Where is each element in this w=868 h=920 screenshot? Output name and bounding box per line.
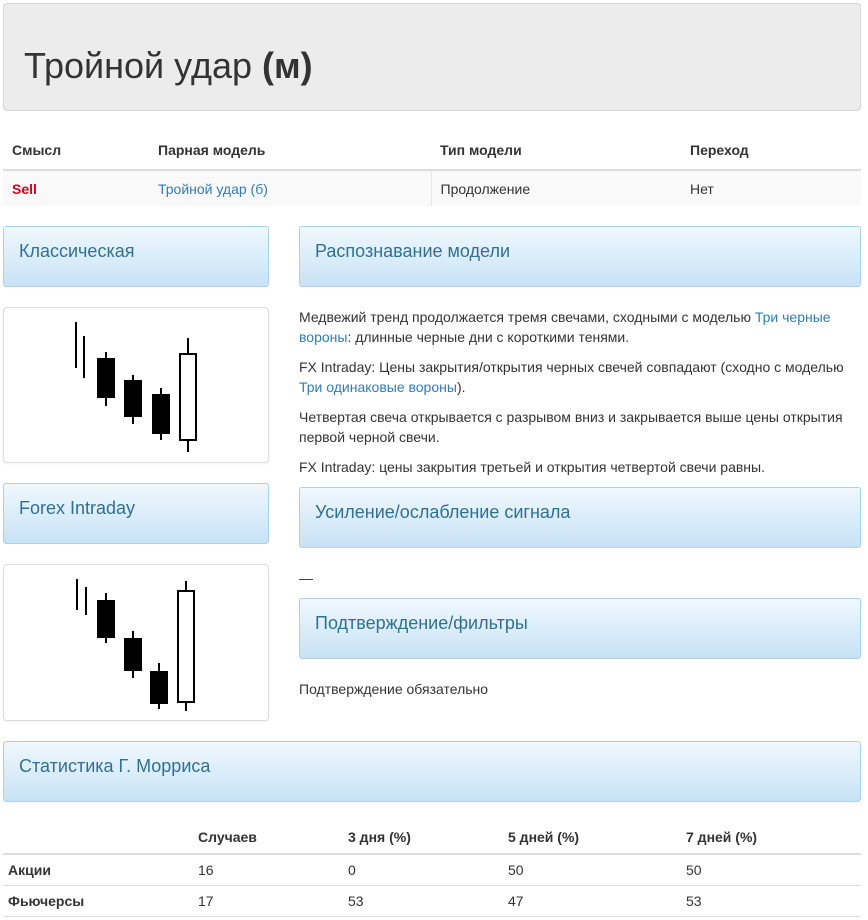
three-black-crows-link[interactable]: Три черные вороны [299,309,831,345]
confirmation-text: Подтверждение обязательно [299,681,489,697]
stats-header-3days: 3 дня (%) [343,820,503,854]
forex-panel-title: Forex Intraday [19,498,136,518]
stats-cases: 16 [193,854,343,885]
candle-3-black [150,671,168,704]
candle-2-black [124,638,142,671]
page-title-suffix: (м) [262,45,313,86]
stats-header-cases: Случаев [193,820,343,854]
forex-candlestick-chart [3,564,269,721]
meaning-value [3,170,149,206]
stats-header-7days: 7 дней (%) [681,820,861,854]
classic-panel-heading [3,226,269,287]
stats-5days: 47 [503,885,681,916]
candle-4-white [178,591,194,702]
stats-7days: 53 [681,885,861,916]
stats-table [3,820,861,917]
stats-cases: 17 [193,885,343,916]
stats-header-5days: 5 дней (%) [503,820,681,854]
confirmation-panel-heading [299,598,861,659]
classic-candlestick-chart [3,307,269,463]
recognition-paragraph-4: FX Intraday: цены закрытия третьей и открытия четвертой свечи равны. [299,459,765,475]
recognition-text-1b: : длинные черные дни с короткими тенями. [347,329,630,345]
signal-panel-heading [299,487,861,548]
recognition-text-1a: Медвежий тренд продолжается тремя свечами, сходными с моделью [299,309,755,325]
header-pair-model: Парная модель [149,130,431,170]
transition-value: Нет [681,170,861,206]
stats-row-label: Фьючерсы [3,885,193,916]
confirmation-panel-title: Подтверждение/фильтры [315,613,528,633]
classic-panel-title: Классическая [19,241,135,261]
classic-candles-svg [4,308,270,464]
sell-label: Sell [12,180,37,197]
stats-3days: 53 [343,885,503,916]
candle-4-white [180,354,196,440]
page-title-text: Тройной удар [24,45,252,86]
pair-model-cell [149,170,431,206]
type-value: Продолжение [431,170,681,206]
signal-text: — [299,570,313,586]
recognition-text-2a: FX Intraday: Цены закрытия/открытия черных свечей совпадают (сходно с моделью [299,359,844,375]
table-row [3,170,861,206]
three-identical-crows-link[interactable]: Три одинаковые вороны [299,379,457,395]
recognition-panel-heading [299,226,861,287]
table-row [3,854,861,885]
table-row [3,885,861,916]
header-type: Тип модели [431,130,681,170]
candle-1-black [97,600,115,638]
stats-5days: 50 [503,854,681,885]
stats-row-label: Акции [3,854,193,885]
candle-3-black [152,394,170,434]
recognition-paragraph-2 [299,357,859,397]
header-meaning: Смысл [3,130,149,170]
candle-2-black [124,380,142,417]
recognition-paragraph-1 [299,307,859,347]
candle-1-black [97,358,115,398]
forex-panel-heading [3,483,269,544]
info-table [3,130,861,206]
signal-panel-title: Усиление/ослабление сигнала [315,502,571,522]
stats-3days: 0 [343,854,503,885]
stats-panel-heading [3,741,861,802]
forex-candles-svg [4,565,270,722]
stats-header-blank [3,820,193,854]
pair-model-link[interactable]: Тройной удар (б) [158,180,268,197]
recognition-panel-title: Распознавание модели [315,241,511,261]
page-header [3,3,861,111]
page-title [24,46,313,86]
stats-panel-title: Статистика Г. Морриса [19,756,211,776]
stats-7days: 50 [681,854,861,885]
recognition-text-2b: ). [456,379,466,395]
header-transition: Переход [681,130,861,170]
recognition-paragraph-3: Четвертая свеча открывается с разрывом вниз и закрывается выше цены открытия первой черной свечи. [299,409,843,445]
